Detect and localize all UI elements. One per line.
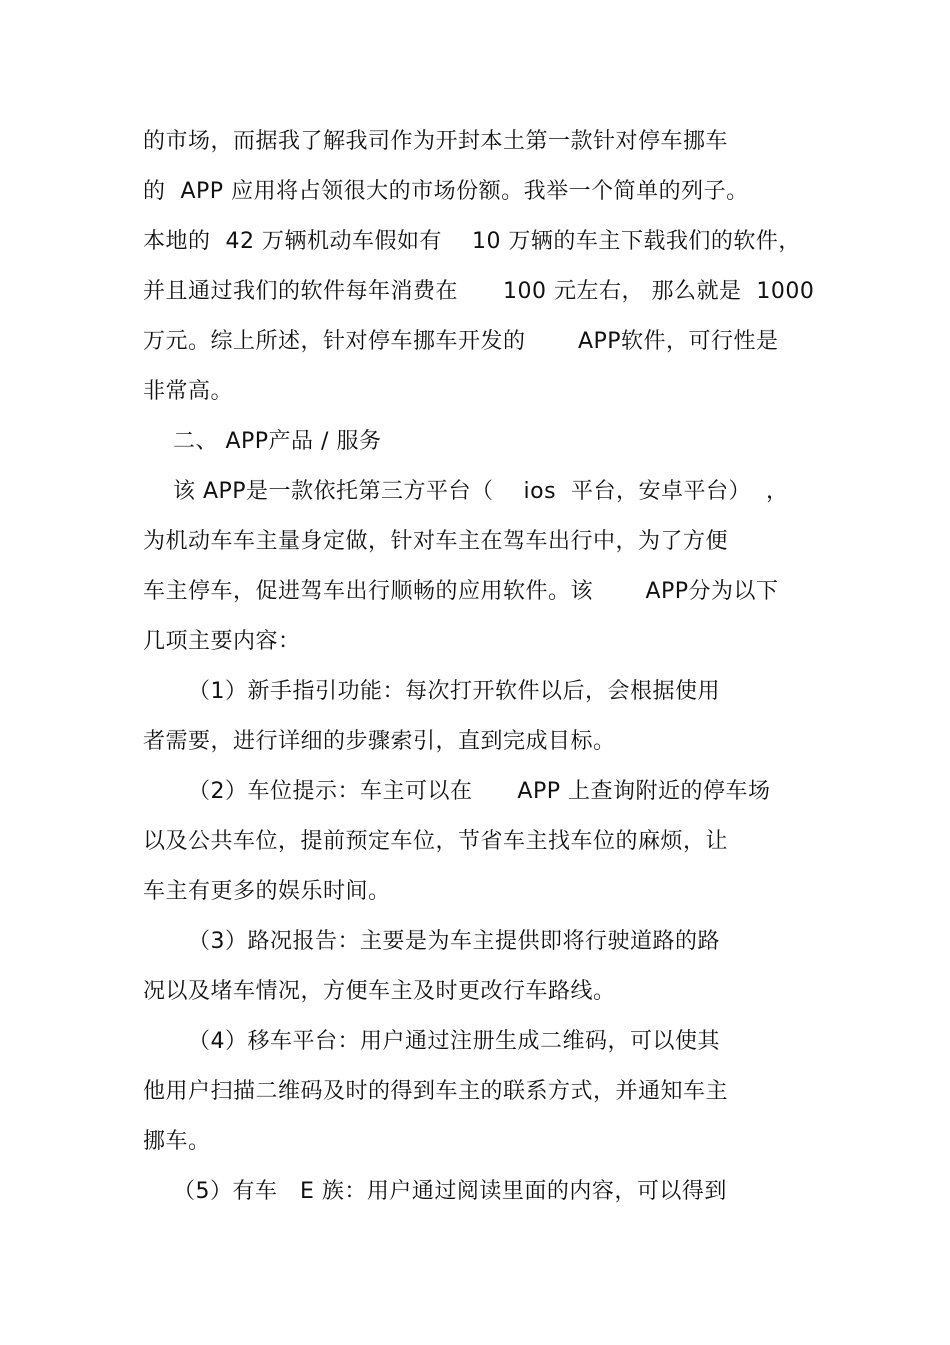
list-item-line: 他用户扫描二维码及时的得到车主的联系方式，并通知车主 <box>143 1079 729 1104</box>
paragraph-line: 非常高。 <box>143 379 234 404</box>
paragraph-line: 本地的 42 万辆机动车假如有 10 万辆的车主下载我们的软件， <box>143 229 801 254</box>
list-item-line: （4）移车平台：用户通过注册生成二维码，可以使其 <box>143 1029 720 1054</box>
list-item-line: 挪车。 <box>143 1129 211 1154</box>
paragraph-line: 万元。综上所述，针对停车挪车开发的 APP软件，可行性是 <box>143 329 779 354</box>
list-item-line: 车主有更多的娱乐时间。 <box>143 879 391 904</box>
list-item-line: 者需要，进行详细的步骤索引，直到完成目标。 <box>143 729 616 754</box>
list-item-line: 况以及堵车情况，方便车主及时更改行车路线。 <box>143 979 616 1004</box>
paragraph-line: 车主停车，促进驾车出行顺畅的应用软件。该 APP分为以下 <box>143 579 779 604</box>
paragraph-line: 的 APP 应用将占领很大的市场份额。我举一个简单的列子。 <box>143 179 749 204</box>
list-item-line: （5）有车 E 族：用户通过阅读里面的内容，可以得到 <box>143 1179 727 1204</box>
paragraph-line: 的市场，而据我了解我司作为开封本土第一款针对停车挪车 <box>143 129 729 154</box>
paragraph-line: 为机动车车主量身定做，针对车主在驾车出行中，为了方便 <box>143 529 729 554</box>
list-item-line: （1）新手指引功能：每次打开软件以后，会根据使用 <box>143 679 720 704</box>
list-item-line: （2）车位提示：车主可以在 APP 上查询附近的停车场 <box>143 779 771 804</box>
paragraph-line: 该 APP是一款依托第三方平台（ ios 平台，安卓平台） ， <box>143 479 789 504</box>
list-item-line: （3）路况报告：主要是为车主提供即将行驶道路的路 <box>143 929 720 954</box>
paragraph-line: 并且通过我们的软件每年消费在 100 元左右， 那么就是 1000 <box>143 279 815 304</box>
section-heading: 二、 APP产品 / 服务 <box>143 429 382 454</box>
list-item-line: 以及公共车位，提前预定车位，节省车主找车位的麻烦，让 <box>143 829 729 854</box>
paragraph-line: 几项主要内容： <box>143 629 301 654</box>
